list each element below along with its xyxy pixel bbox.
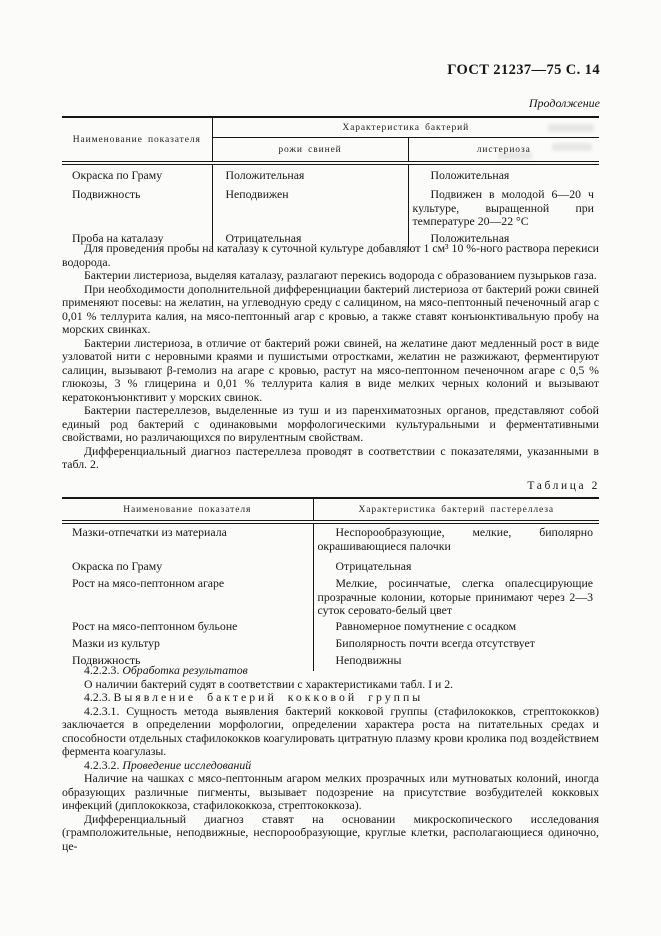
section-paragraph: О наличии бактерий судят в соответствии с характеристиками табл. I и 2. (84, 676, 454, 691)
continuation-label: Продолжение (528, 96, 600, 110)
bacteria-comparison-table (62, 116, 599, 248)
cell-indicator: Мазки-отпечатки из материала (62, 522, 313, 558)
cell-rozhi-value: Неподвижен (212, 188, 408, 232)
section-title: Обработка результатов (122, 663, 248, 677)
cell-value: Мелкие, росинчатые, слегка опалесцирующие прозрачные колонии, которые принимают через 2—3 суток серовато-белый цвет (317, 576, 593, 617)
body-text-block (62, 242, 599, 472)
table-row (62, 188, 599, 232)
cell-value: Биполярность почти всегда отсутствует (335, 635, 535, 650)
section-paragraph: 4.2.3.1. Сущность метода выявления бактерий кокковой группы (стафилококков, стрептококков) заключается в определении морфологии, определении характера роста на питательных средах и способности отдельных стафилококков коагулировать цитратную плазму крови кролика под воздействием фермента коагулазы. (62, 703, 599, 758)
table1-header-listerioza: листериоза (408, 138, 599, 164)
body-paragraph: Для проведения пробы на каталазу к суточной культуре добавляют 1 см³ 10 %-ного раствора перекиси водорода. (62, 241, 599, 269)
cell-indicator: Подвижность (62, 652, 313, 671)
table2-label: Таблица 2 (527, 480, 600, 492)
cell-indicator: Мазки из культур (62, 635, 313, 652)
section-heading-4-2-2-3 (62, 664, 599, 678)
cell-indicator: Окраска по Граму (62, 558, 313, 575)
table-row (62, 522, 599, 558)
section-title: Выявление бактерий кокковой группы (113, 690, 424, 704)
table1-header-rozhi: рожи свиней (212, 138, 408, 164)
sections-block (62, 664, 599, 853)
pasteurellosis-table (62, 497, 599, 671)
table-row (62, 163, 599, 188)
table-row (62, 558, 599, 575)
table-row (62, 635, 599, 652)
section-heading-4-2-3-2 (62, 759, 599, 773)
section-number: 4.2.3.2. (84, 757, 120, 772)
table1-header-name: Наименование показателя (62, 117, 212, 163)
body-paragraph: Бактерии листериоза, в отличие от бактерий рожи свиней, на желатине дают медленный рост в виде узловатой нити с неровными краями и пушистыми отростками, желатин не разжижают, ферментируют салицин, вызывают β-гемолиз на агаре с кровью, растут на мясо-пептонном печеночном агаре с 0,5 % глюкозы, 3 % глицерина и 0,01 % теллурита калия в виде мелких черных колоний и вызывают кератоконъюнктивит у морских свинок. (62, 335, 599, 404)
section-number: 4.2.3. (84, 690, 111, 704)
section-title: Проведение исследований (122, 757, 252, 772)
body-paragraph: При необходимости дополнительной дифференциации бактерий листериоза от бактерий рожи свиней применяют посевы: на желатин, на углеводную среду с салицином, на мясо-пептонный печеночный агар с 0,01 % теллурита калия, на мясо-пептонный агар с кровью, а также ставят конъюнктивальную пробу на морских свинках. (62, 281, 599, 336)
cell-indicator: Подвижность (62, 188, 212, 232)
body-paragraph: Бактерии пастереллезов, выделенные из туш и из паренхиматозных органов, представляют собой единый род бактерий с одинаковыми морфологическими культуральными и ферментативными свойствами, но различающихся по вирулентным свойствам. (62, 403, 599, 444)
table2-header-name: Наименование показателя (62, 498, 313, 522)
table2-header-value: Характеристика бактерий пастереллеза (313, 498, 599, 522)
cell-listerioza-value: Положительная (430, 231, 510, 245)
section-paragraph: Дифференциальный диагноз ставят на основании микроскопического исследования (грамположительные, неподвижные, неспорообразующие, круглые клетки, располагающиеся одиночно, це- (62, 811, 599, 853)
table-row (62, 618, 599, 635)
body-paragraph: Бактерии листериоза, выделяя каталазу, разлагают перекись водорода с образованием пузырьков газа. (84, 268, 597, 282)
cell-value: Неспорообразующие, мелкие, биполярно окрашивающиеся палочки (317, 525, 593, 553)
cell-indicator: Рост на мясо-пептонном бульоне (62, 618, 313, 635)
cell-listerioza-value: Положительная (430, 168, 510, 182)
table-row (62, 575, 599, 618)
section-heading-4-2-3 (62, 691, 599, 705)
cell-value: Неподвижны (335, 652, 402, 667)
cell-indicator: Проба на каталазу (62, 232, 212, 248)
cell-rozhi-value: Положительная (212, 163, 408, 188)
cell-value: Равномерное помутнение с осадком (335, 618, 517, 633)
section-paragraph: Наличие на чашках с мясо-пептонным агаром мелких прозрачных или мутноватых колоний, иногда образующих различные пигменты, вызывает подозрение на присутствие возбудителей кокковых инфекций (диплококкоза, стафилококкоза, стрептококкоза). (62, 771, 599, 812)
cell-rozhi-value: Отрицательная (212, 232, 408, 248)
doc-header: ГОСТ 21237—75 С. 14 (447, 62, 600, 78)
cell-indicator: Рост на мясо-пептонном агаре (62, 575, 313, 618)
cell-listerioza-value: Подвижен в молодой 6—20 ч культуре, выращенной при температуре 20—22 °С (412, 187, 594, 228)
cell-indicator: Окраска по Граму (62, 163, 212, 188)
table1-header-group: Характеристика бактерий (212, 117, 599, 138)
body-paragraph: Дифференциальный диагноз пастереллеза проводят в соответствии с показателями, указанными в табл. 2. (62, 443, 599, 471)
section-number: 4.2.2.3. (84, 663, 120, 677)
cell-value: Отрицательная (335, 559, 412, 573)
